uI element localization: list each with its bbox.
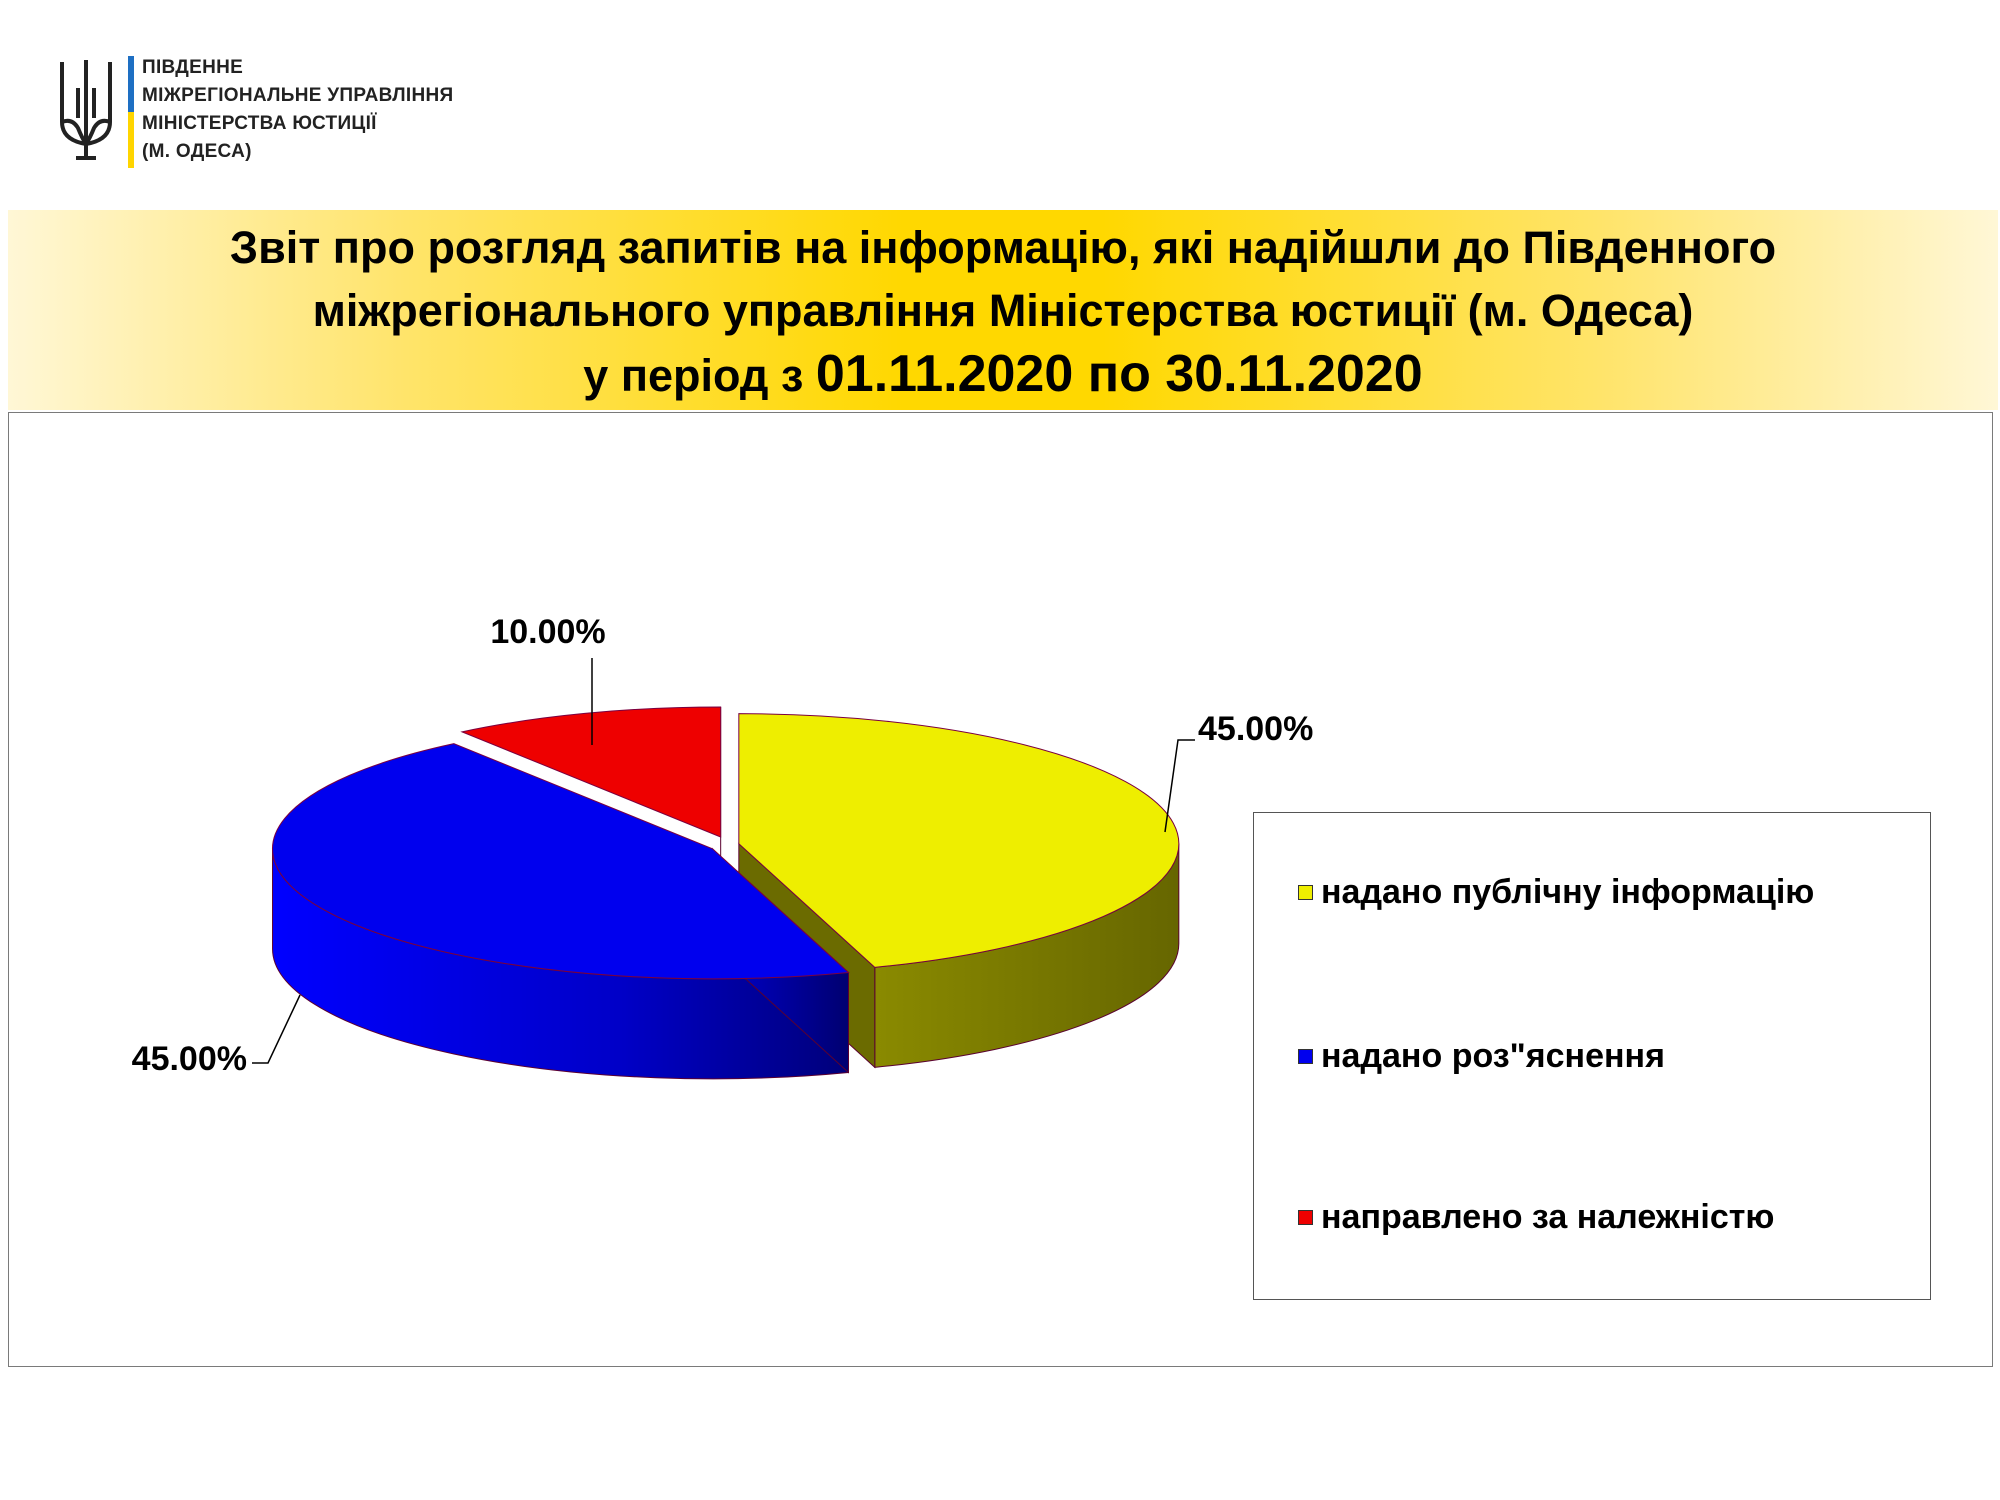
legend-label: надано роз"яснення bbox=[1321, 1037, 1665, 1075]
legend-swatch-blue bbox=[1298, 1049, 1313, 1064]
data-label-forwarded: 10.00% bbox=[490, 613, 606, 651]
title-period-dates: 01.11.2020 по 30.11.2020 bbox=[815, 345, 1423, 403]
org-line-1: ПІВДЕННЕ bbox=[142, 57, 244, 78]
legend-label: направлено за належністю bbox=[1321, 1198, 1775, 1236]
legend bbox=[1253, 812, 1931, 1300]
title-period-prefix: у період з bbox=[583, 350, 816, 401]
title-line-2: міжрегіонального управління Міністерства юстиції (м. Одеса) bbox=[312, 285, 1694, 336]
data-label-explanation: 45.00% bbox=[131, 1040, 247, 1078]
data-label-public-info: 45.00% bbox=[1198, 710, 1314, 748]
org-line-2: МІЖРЕГІОНАЛЬНЕ УПРАВЛІННЯ bbox=[142, 85, 454, 106]
org-line-3: МІНІСТЕРСТВА ЮСТИЦІЇ bbox=[142, 113, 377, 134]
title-line-1: Звіт про розгляд запитів на інформацію, які надійшли до Південного bbox=[229, 222, 1777, 273]
legend-swatch-red bbox=[1298, 1210, 1313, 1225]
legend-item-forwarded bbox=[1298, 1198, 1774, 1237]
leader-line-explanation bbox=[252, 995, 300, 1063]
legend-item-explanation bbox=[1298, 1037, 1665, 1076]
legend-item-public-info bbox=[1298, 873, 1814, 912]
legend-label: надано публічну інформацію bbox=[1321, 873, 1815, 911]
org-line-4: (М. ОДЕСА) bbox=[142, 141, 252, 162]
legend-swatch-yellow bbox=[1298, 885, 1313, 900]
